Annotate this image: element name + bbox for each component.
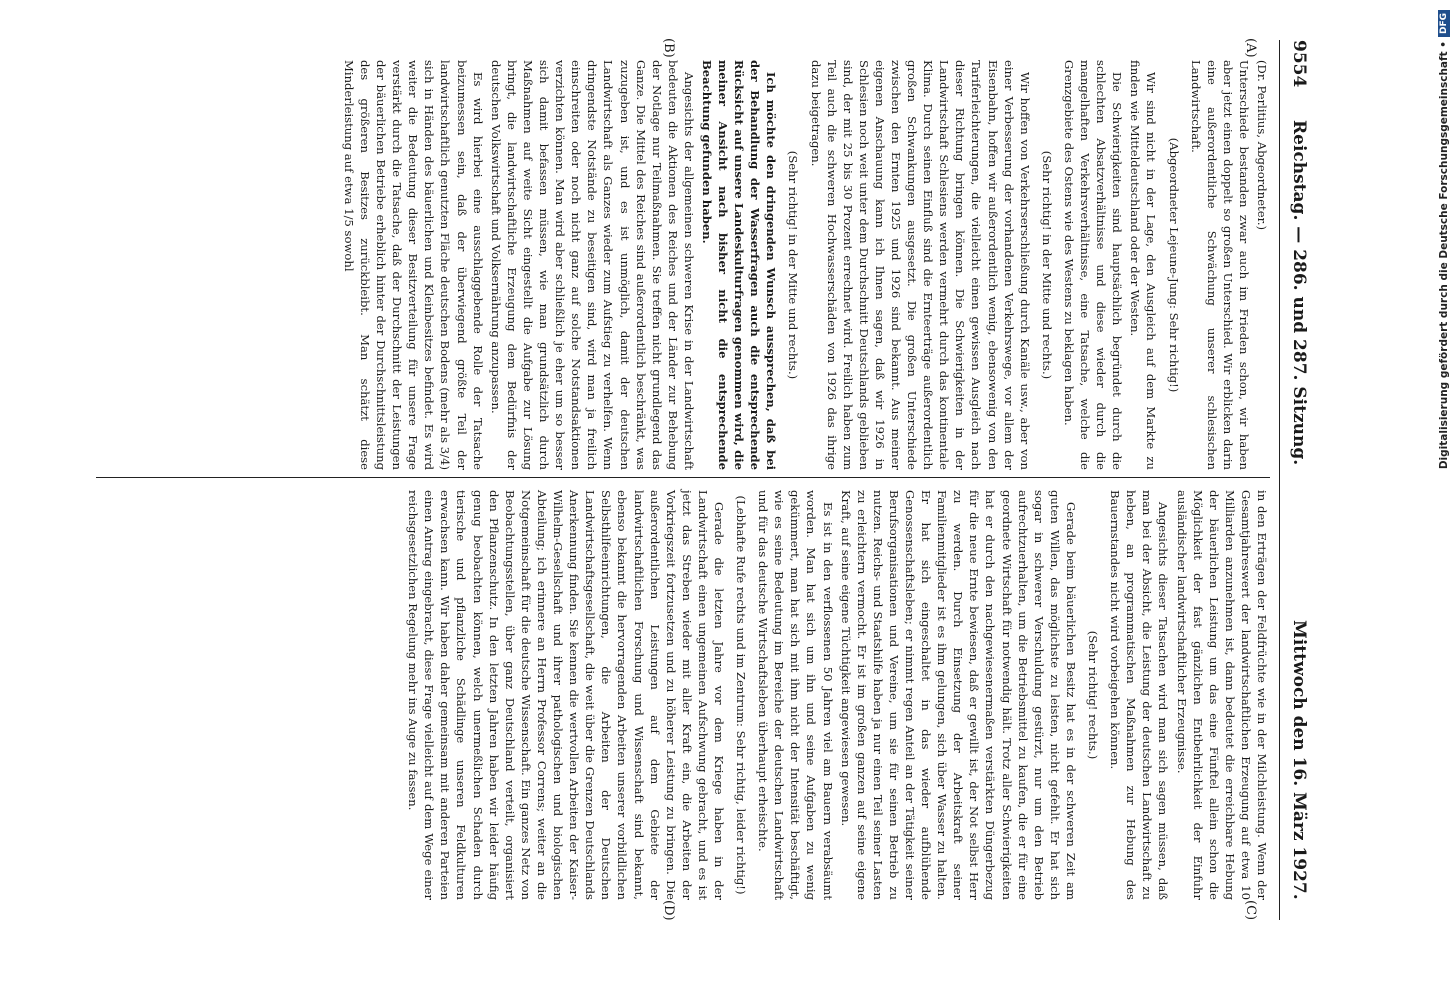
interjection: (Sehr richtig! in der Mitte und rechts.) bbox=[786, 150, 801, 380]
paragraph: Wir sind nicht in der Lage, den Ausgleich auf dem Markte zu finden wie Mitteldeutschland oder der Westen. bbox=[1128, 60, 1159, 470]
margin-marker-c: (C) bbox=[1243, 900, 1258, 921]
left-text-column bbox=[96, 60, 1270, 470]
margin-marker-b: (B) bbox=[661, 38, 676, 58]
digitization-credit bbox=[1408, 10, 1450, 990]
paragraph: Angesichts dieser Tatsachen wird man sich sagen müssen, daß man bei der Absicht, die Leistung der deutschen Landwirtschaft zu heben, an programmatischen Maßnahmen zur Hebung des Bauernstandes nicht wird vorbeigehen können. bbox=[1108, 490, 1171, 900]
page-date: Mittwoch den 16. März 1927. bbox=[1289, 620, 1309, 900]
paragraph: Unterschiede bestanden zwar auch im Frieden schon, wir haben aber jetzt einen doppelt so großen Unterschied. Wir erblicken darin eine außerordentliche Schwächung unserer schlesischen Landwirtschaft. bbox=[1188, 60, 1251, 470]
credit-text: Digitalisierung gefördert durch die Deutsche Forschungsgemeinschaft • bbox=[1438, 41, 1450, 470]
paragraph: Wir hoffen von Verkehrserschließung durch Kanäle usw., aber von einer Verbesserung der vorhandenen Verkehrswege, vor allem der Eisenbahn, hoffen wir außerordentlich wenig, ebensowenig von den Tariferleichterungen, die vielleicht einen gewissen Ausgleich nach dieser Richtung bringen können. Die Schwierigkeiten in der Landwirtschaft Schlesiens werden vermehrt durch das kontinentale Klima. Durch seinen Einfluß sind die Ernteerträge außerordentlich großen Schwankungen ausgesetzt. Die großen Unterschiede zwischen den Ernten 1925 und 1926 sind bekannt. Aus meiner eigenen Anschauung kann ich Ihnen sagen, daß wir 1926 in Schlesien noch weit unter dem Durchschnitt Deutschlands geblieben sind, der mit 25 bis 30 Prozent errechnet wird. Freilich haben zum Teil auch die schweren Hochwasserschäden von 1926 das ihrige dazu beigetragen. bbox=[808, 60, 1032, 470]
paragraph: Gerade beim bäuerlichen Besitz hat es in der schweren Zeit am guten Willen, das möglichste zu leisten, nicht gefehlt. Er hat sich sogar in schwerer Verschuldung gestürzt, nur um den Betrieb aufrechtzuerhalten, um die Betriebsmittel zu kaufen, die er für eine geordnete Wirtschaft für notwendig hält. Trotz aller Schwierigkeiten hat er durch den nachgewiesenermaßen verstärkten Düngerbezug für die neue Ernte bewiesen, daß er gewillt ist, der Not selbst Herr zu werden. Durch Einsetzung der Arbeitskraft seiner Familienmitglieder ist es ihm gelungen, sich über Wasser zu halten. Er hat sich eingeschaltet in das wieder aufblühende Genossenschaftsleben; er nimmt regen Anteil an der Tätigkeit seiner Berufsorganisationen und Vereine, um sie für seinen Betrieb zu nutzen. Reichs- und Staatshilfe haben ja nur einen Teil seiner Lasten zu erleichtern vermocht. Er ist im großen ganzen auf seine eigene Kraft, auf seine eigene Tüchtigkeit angewiesen gewesen. bbox=[838, 490, 1078, 900]
interjection: (Sehr richtig! rechts.) bbox=[1086, 630, 1101, 760]
paragraph: in den Erträgen der Feldfrüchte wie in der Milchleistung. Wenn der Gesamtjahreswert der landwirtschaftlichen Erzeugung auf etwa 10 Milliarden anzunehmen ist, dann bedeutet die erreichbare Hebung der bäuerlichen Leistung um das eine Fünftel allein schon die Möglichkeit der fast gänzlichen Entbehrlichkeit der Einfuhr ausländischer landwirtschaftlicher Erzeugnisse. bbox=[1174, 490, 1269, 900]
dfg-logo: DFG bbox=[1438, 10, 1450, 37]
page-title: Reichstag. — 286. und 287. Sitzung. bbox=[1289, 120, 1309, 466]
paragraph: Es wird hierbei eine ausschlaggebende Rolle der Tatsache beizumessen sein, daß der überwiegend größte Teil der landwirtschaftlich genutzten Fläche deutschen Bodens (mehr als 3/4) sich in Händen des bäuerlichen und Kleinbesitzes befindet. Es wird weiter die Bedeutung dieser Besitzverteilung für unsere Frage verstärkt durch die Tatsache, daß der Durchschnitt der Leistungen der bäuerlichen Betriebe erheblich hinter der Durchschnittsleistung des größeren Besitzes zurückbleibt. Man schätzt diese Minderleistung auf etwa 1/5 sowohl bbox=[341, 60, 485, 470]
interjection: (Sehr richtig! in der Mitte und rechts.) bbox=[1039, 150, 1054, 380]
paragraph: (Dr. Perlitius, Abgeordneter.) bbox=[1255, 60, 1269, 231]
right-text-column bbox=[96, 490, 1270, 900]
margin-marker-d: (D) bbox=[661, 900, 676, 921]
paragraph: Gerade die letzten Jahre vor dem Kriege haben in der Landwirtschaft einen ungemeinen Aufschwung gebracht, und es ist jetzt das Streben wieder mit aller Kraft ein, die Arbeiten der Vorkriegszeit fortzusetzen und zu höherer Leistung zu bringen. Die außerordentlichen Leistungen auf dem Gebiete der landwirtschaftlichen Forschung und Wissenschaft sind bekannt, ebenso bekannt die hervorragenden Arbeiten unserer vorbildlichen Selbsthilfeeinrichtungen, die Arbeiten der Deutschen Landwirtschaftsgesellschaft, die weit über die Grenzen Deutschlands Anerkennung finden. Sie kennen die wertvollen Arbeiten der Kaiser-Wilhelm-Gesellschaft und ihrer pathologischen und biologischen Abteilung; ich erinnere an Herrn Professor Correns; weiter an die Notgemeinschaft für die deutsche Wissenschaft. Ein ganzes Netz von Beobachtungsstellen, über ganz Deutschland verteilt, organisiert den Pflanzenschutz. In den letzten Jahren haben wir leider häufig genug beobachten können, welch unermeßlichen Schaden durch tierische und pflanzliche Schädlinge unseren Feldkulturen erwachsen kann. Wir haben daher gemeinsam mit anderen Parteien einen Antrag eingebracht, diese Frage vielleicht auf dem Wege einer reichsgesetzlichen Regelung mehr ins Auge zu fassen. bbox=[406, 490, 726, 900]
document-page bbox=[96, 40, 1316, 920]
margin-marker-a: (A) bbox=[1243, 38, 1258, 58]
paragraph: Angesichts der allgemeinen schweren Krise in der Landwirtschaft bedeuten die Aktionen des Reiches und der Länder zur Behebung der Notlage nur Teilmaßnahmen. Sie treffen nicht grundlegend das Ganze. Die Mittel des Reiches sind außerordentlich beschränkt, was zuzugeben ist, und es ist unmöglich, damit der deutschen Landwirtschaft als Ganzes wieder zum Aufstieg zu verhelfen. Wenn dringendste Notstände zu beseitigen sind, wird man ja freilich einschreiten oder noch nicht ganz auf solche Notstandsaktionen verzichten können. Man wird aber schließlich je eher um so besser sich damit befassen müssen, wie man grundsätzlich durch Maßnahmen auf weite Sicht eingestellt die Aufgabe zur Lösung bringt, die landwirtschaftliche Erzeugung dem Bedürfnis der deutschen Volkswirtschaft und Volksernährung anzupassen. bbox=[488, 60, 696, 470]
header-rule bbox=[1279, 40, 1280, 920]
interjection: (Lebhafte Rufe rechts und im Zentrum: Sehr richtig, leider richtig!) bbox=[734, 495, 749, 895]
column-divider bbox=[96, 477, 1270, 478]
page-number: 9554 bbox=[1289, 40, 1309, 88]
interjection: (Abgeordneter Lejeune-Jung: Sehr richtig!) bbox=[1166, 137, 1181, 393]
paragraph: Ich möchte den dringenden Wunsch aussprechen, daß bei der Behandlung der Wasserfragen auch die entsprechende Rücksicht auf unsere Landeskulturfragen genommen wird, die meiner Ansicht nach bisher nicht die entsprechende Beachtung gefunden haben. bbox=[700, 60, 779, 470]
page-header bbox=[1282, 40, 1316, 920]
paragraph: Die Schwierigkeiten sind hauptsächlich begründet durch die schlechten Absatzverhältnisse und diese wieder durch die mangelhaften Verkehrsverhältnisse, eine Tatsache, welche die Grenzgebiete des Ostens wie des Westens zu beklagen haben. bbox=[1061, 60, 1125, 470]
paragraph: Es ist in den verflossenen 50 Jahren viel am Bauern verabsäumt worden. Man hat sich um ihn und seine Aufgaben zu wenig gekümmert, man hat sich mit ihm nicht der Intensität beschäftigt, wie es seine Bedeutung im Bereiche der deutschen Landwirtschaft und für das deutsche Wirtschaftsleben überhaupt erheischte. bbox=[756, 490, 835, 900]
